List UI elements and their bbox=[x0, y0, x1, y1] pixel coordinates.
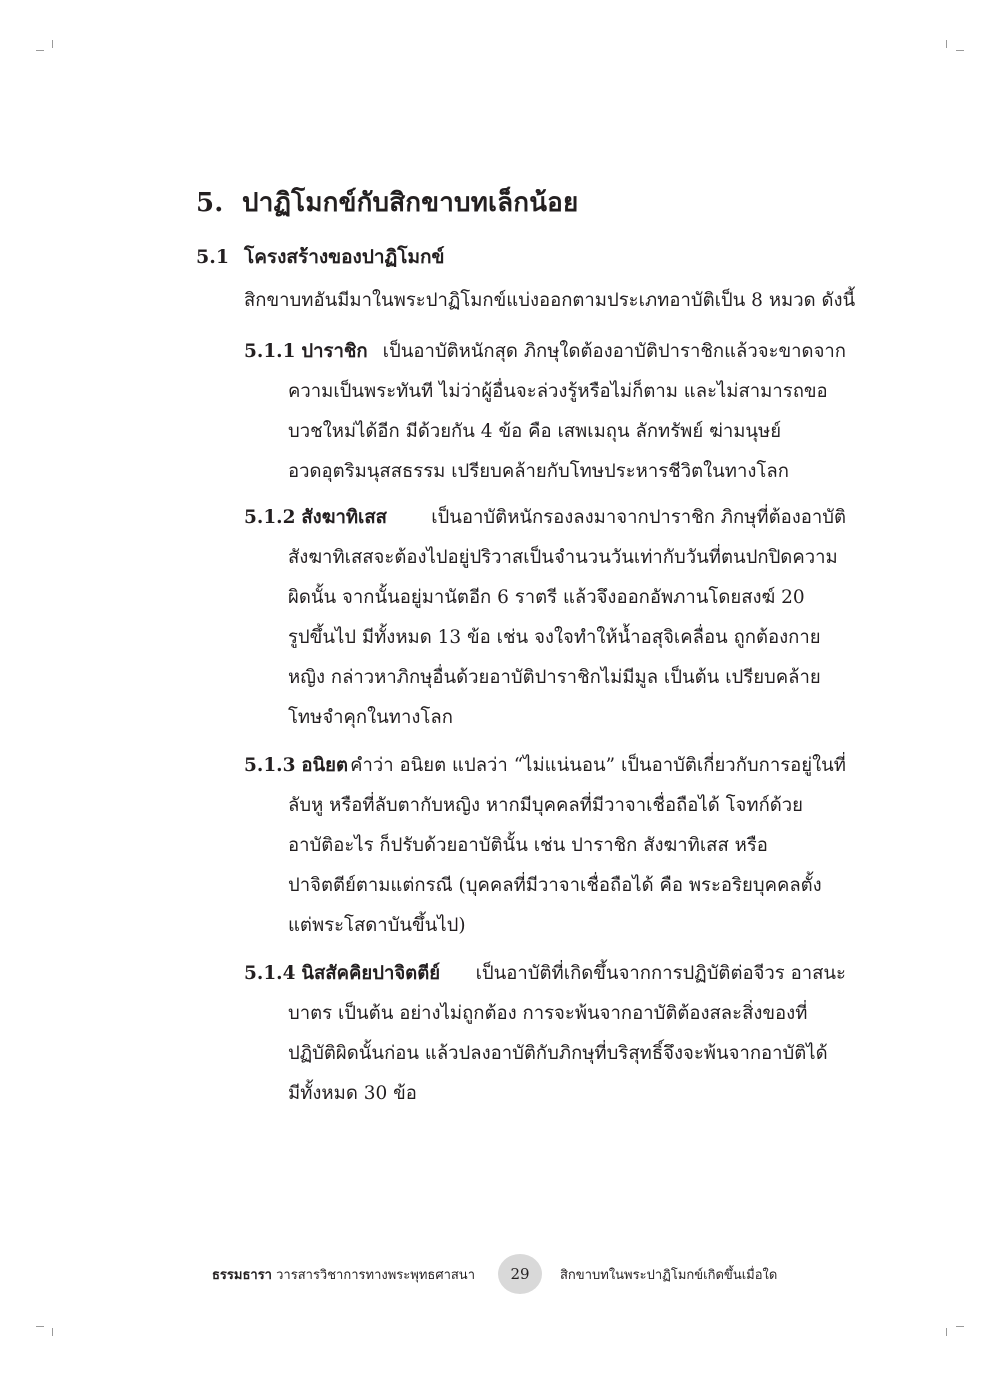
journal-subtitle: วารสารวิชาการทางพระพุทธศาสนา bbox=[276, 1268, 475, 1283]
crop-mark bbox=[946, 40, 947, 48]
list-item bbox=[244, 954, 846, 1114]
item-number: 5.1.3 bbox=[244, 755, 296, 776]
item-text-line: ลับหู หรือที่ลับตากับหญิง หากมีบุคคลที่มีวาจาเชื่อถือได้ โจทก์ด้วย bbox=[288, 795, 804, 816]
item-text-line: สังฆาทิเสสจะต้องไปอยู่ปริวาสเป็นจำนวนวันเท่ากับวันที่ตนปกปิดความ bbox=[288, 547, 838, 568]
item-number: 5.1.2 bbox=[244, 507, 296, 528]
section-number: 5. bbox=[196, 188, 224, 218]
item-text-line: หญิง กล่าวหาภิกษุอื่นด้วยอาบัติปาราชิกไม่มีมูล เป็นต้น เปรียบคล้าย bbox=[288, 667, 821, 688]
subsection-number: 5.1 bbox=[196, 246, 230, 268]
item-text-line: อาบัติอะไร ก็ปรับด้วยอาบัตินั้น เช่น ปาราชิก สังฆาทิเสส หรือ bbox=[288, 835, 768, 856]
article-title: สิกขาบทในพระปาฏิโมกข์เกิดขึ้นเมื่อใด bbox=[560, 1268, 778, 1283]
crop-mark bbox=[946, 1328, 947, 1336]
list-item bbox=[244, 332, 846, 492]
item-text-line: รูปขึ้นไป มีทั้งหมด 13 ข้อ เช่น จงใจทำให้น้ำอสุจิเคลื่อน ถูกต้องกาย bbox=[288, 627, 821, 648]
crop-mark bbox=[52, 40, 53, 48]
item-text-line: มีทั้งหมด 30 ข้อ bbox=[288, 1083, 417, 1104]
item-text-line: ความเป็นพระทันที ไม่ว่าผู้อื่นจะล่วงรู้หรือไม่ก็ตาม และไม่สามารถขอ bbox=[288, 381, 828, 402]
subsection-heading bbox=[196, 242, 445, 272]
item-text-line: เป็นอาบัติหนักสุด ภิกษุใดต้องอาบัติปาราชิกแล้วจะขาดจาก bbox=[382, 341, 846, 362]
item-first-line bbox=[244, 498, 846, 538]
item-text-line: ปาจิตตีย์ตามแต่กรณี (บุคคลที่มีวาจาเชื่อถือได้ คือ พระอริยบุคคลตั้ง bbox=[288, 875, 822, 896]
item-first-line bbox=[244, 746, 846, 786]
item-text-line: แต่พระโสดาบันขึ้นไป) bbox=[288, 915, 466, 936]
crop-mark bbox=[36, 50, 44, 51]
subsection-title: โครงสร้างของปาฏิโมกข์ bbox=[244, 246, 445, 268]
crop-mark bbox=[956, 1326, 964, 1327]
item-text-line: ผิดนั้น จากนั้นอยู่มานัตอีก 6 ราตรี แล้วจึงออกอัพภานโดยสงฆ์ 20 bbox=[288, 587, 805, 608]
crop-mark bbox=[36, 1326, 44, 1327]
item-number: 5.1.1 bbox=[244, 341, 296, 362]
item-first-line bbox=[244, 954, 846, 994]
item-text-line: เป็นอาบัติที่เกิดขึ้นจากการปฏิบัติต่อจีวร อาสนะ bbox=[475, 963, 846, 984]
item-first-line bbox=[244, 332, 846, 372]
item-number: 5.1.4 bbox=[244, 963, 296, 984]
item-text-line: คำว่า อนิยต แปลว่า “ไม่แน่นอน” เป็นอาบัติเกี่ยวกับการอยู่ในที่ bbox=[350, 755, 846, 776]
crop-mark bbox=[52, 1328, 53, 1336]
crop-mark bbox=[956, 50, 964, 51]
footer-journal bbox=[212, 1264, 475, 1285]
list-item bbox=[244, 498, 846, 738]
list-item bbox=[244, 746, 846, 946]
item-term: สังฆาทิเสส bbox=[301, 507, 387, 528]
journal-name: ธรรมธารา bbox=[211, 1268, 272, 1283]
item-term: นิสสัคคิยปาจิตตีย์ bbox=[301, 963, 441, 984]
intro-paragraph: สิกขาบทอันมีมาในพระปาฏิโมกข์แบ่งออกตามประเภทอาบัติเป็น 8 หมวด ดังนี้ bbox=[244, 290, 856, 311]
section-title: ปาฏิโมกข์กับสิกขาบทเล็กน้อย bbox=[242, 188, 579, 218]
item-term: ปาราชิก bbox=[301, 341, 368, 362]
section-heading bbox=[196, 182, 578, 223]
item-text-line: บาตร เป็นต้น อย่างไม่ถูกต้อง การจะพ้นจากอาบัติต้องสละสิ่งของที่ bbox=[288, 1003, 808, 1024]
item-text-line: โทษจำคุกในทางโลก bbox=[288, 707, 453, 728]
item-text-line: ปฏิบัติผิดนั้นก่อน แล้วปลงอาบัติกับภิกษุที่บริสุทธิ์จึงจะพ้นจากอาบัติได้ bbox=[288, 1043, 828, 1064]
item-text-line: บวชใหม่ได้อีก มีด้วยกัน 4 ข้อ คือ เสพเมถุน ลักทรัพย์ ฆ่ามนุษย์ bbox=[288, 421, 782, 442]
item-text-line: อวดอุตริมนุสสธรรม เปรียบคล้ายกับโทษประหารชีวิตในทางโลก bbox=[288, 461, 789, 482]
item-term: อนิยต bbox=[301, 755, 349, 776]
page-footer bbox=[0, 1252, 1000, 1296]
item-text-line: เป็นอาบัติหนักรองลงมาจากปาราชิก ภิกษุที่ต้องอาบัติ bbox=[431, 507, 846, 528]
page-number: 29 bbox=[498, 1254, 542, 1294]
